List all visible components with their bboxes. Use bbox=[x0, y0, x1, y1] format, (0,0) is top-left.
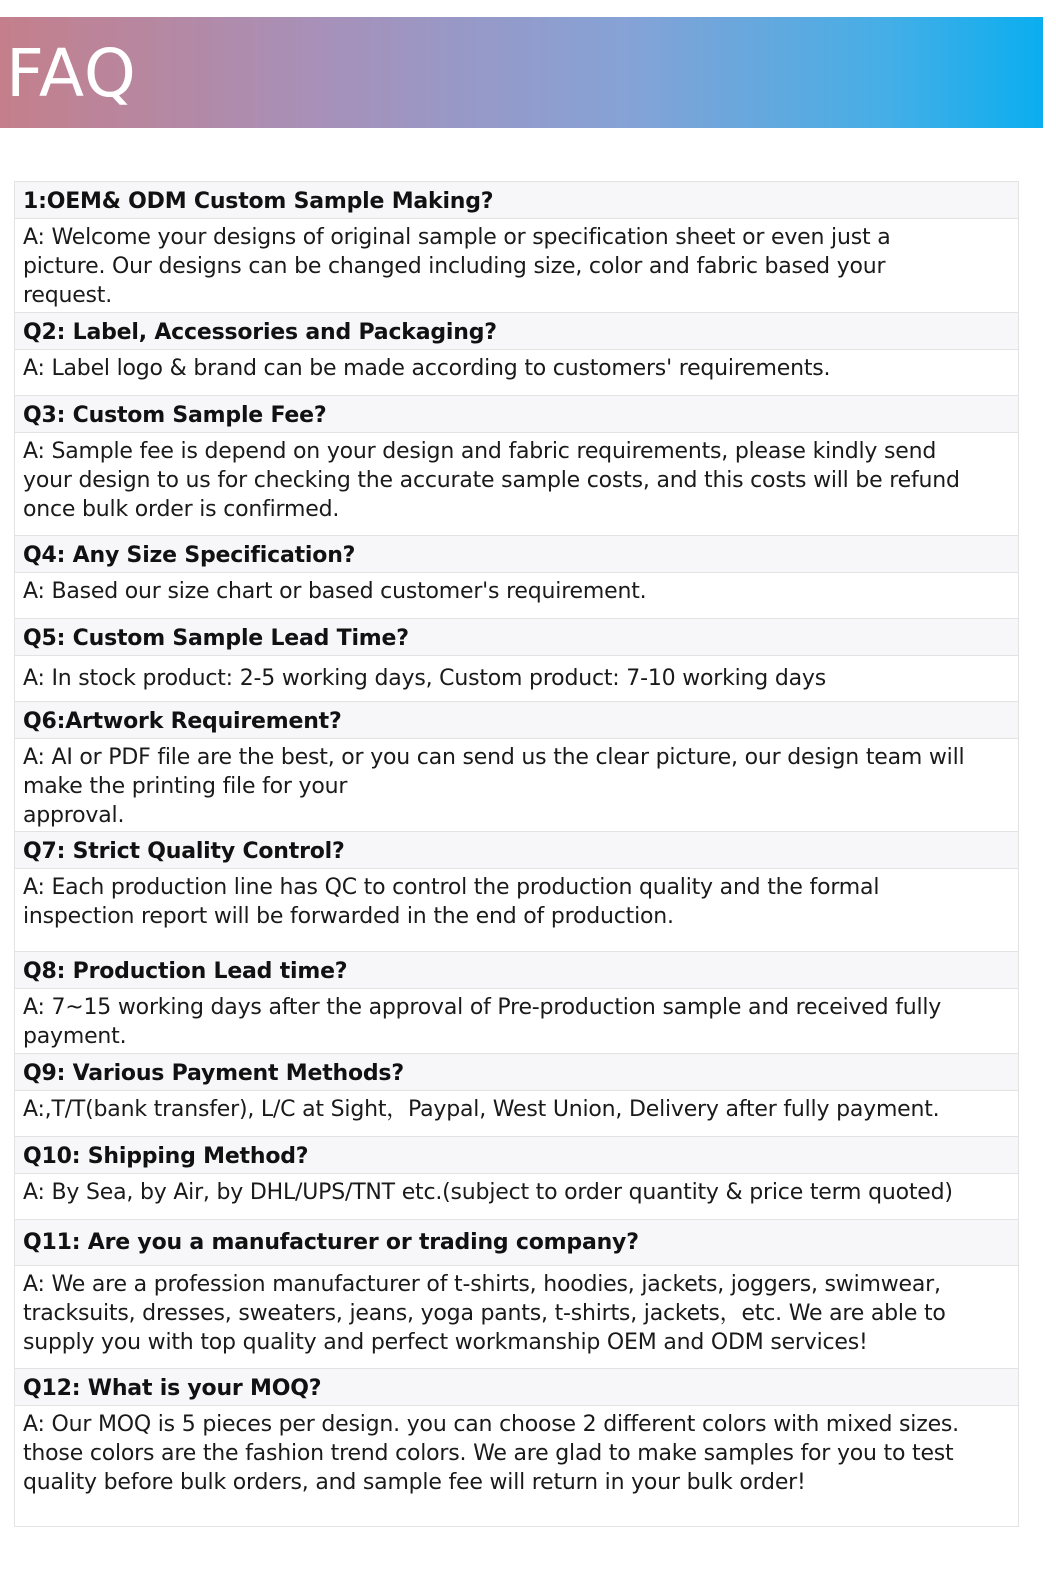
question-text: Q3: Custom Sample Fee? bbox=[23, 403, 327, 428]
question-text: 1:OEM& ODM Custom Sample Making? bbox=[23, 189, 494, 214]
answer-text: A: 7~15 working days after the approval of Pre-production sample and received fully payment. bbox=[23, 995, 942, 1049]
question-text: Q7: Strict Quality Control? bbox=[23, 839, 345, 864]
question-text: Q11: Are you a manufacturer or trading company? bbox=[23, 1230, 639, 1255]
faq-question-1 bbox=[15, 182, 1018, 219]
faq-question-4 bbox=[15, 536, 1018, 573]
answer-text: A: We are a profession manufacturer of t-shirts, hoodies, jackets, joggers, swimwear, tracksuits, dresses, sweaters, jeans, yoga pants, t-shirts, jackets，etc. We are able to supply you with top quality and perfect workmanship OEM and ODM services! bbox=[23, 1272, 946, 1355]
answer-text: A: In stock product: 2-5 working days, Custom product: 7-10 working days bbox=[23, 666, 826, 691]
faq-question-8 bbox=[15, 952, 1018, 989]
faq-answer-8 bbox=[15, 989, 1018, 1054]
answer-text: A: Each production line has QC to control the production quality and the formal inspection report will be forwarded in the end of production. bbox=[23, 875, 880, 929]
faq-answer-12 bbox=[15, 1406, 1018, 1527]
answer-text: A: Welcome your designs of original sample or specification sheet or even just a picture. Our designs can be changed including size, color and fabric based your request. bbox=[23, 225, 891, 308]
question-text: Q10: Shipping Method? bbox=[23, 1144, 309, 1169]
answer-text: A: By Sea, by Air, by DHL/UPS/TNT etc.(subject to order quantity & price term quoted) bbox=[23, 1180, 953, 1205]
faq-question-7 bbox=[15, 832, 1018, 869]
faq-question-5 bbox=[15, 619, 1018, 656]
answer-text: A: Sample fee is depend on your design and fabric requirements, please kindly send your design to us for checking the accurate sample costs, and this costs will be refund once bulk order is confirmed. bbox=[23, 439, 960, 522]
faq-question-2 bbox=[15, 313, 1018, 350]
faq-table bbox=[14, 181, 1019, 1527]
faq-answer-4 bbox=[15, 573, 1018, 619]
faq-answer-3 bbox=[15, 433, 1018, 536]
faq-answer-2 bbox=[15, 350, 1018, 396]
faq-question-11 bbox=[15, 1220, 1018, 1266]
answer-text: A: Label logo & brand can be made according to customers' requirements. bbox=[23, 356, 831, 381]
question-text: Q12: What is your MOQ? bbox=[23, 1376, 322, 1401]
faq-answer-1 bbox=[15, 219, 1018, 313]
faq-answer-6 bbox=[15, 739, 1018, 832]
faq-question-3 bbox=[15, 396, 1018, 433]
faq-answer-10 bbox=[15, 1174, 1018, 1220]
question-text: Q6:Artwork Requirement? bbox=[23, 709, 342, 734]
answer-text: A: Our MOQ is 5 pieces per design. you can choose 2 different colors with mixed sizes. those colors are the fashion trend colors. We are glad to make samples for you to test quality before bulk orders, and sample fee will return in your bulk order! bbox=[23, 1412, 959, 1495]
question-text: Q8: Production Lead time? bbox=[23, 959, 348, 984]
faq-question-6 bbox=[15, 702, 1018, 739]
faq-answer-5 bbox=[15, 656, 1018, 702]
answer-text: A: AI or PDF file are the best, or you can send us the clear picture, our design team will make the printing file for your approval. bbox=[23, 745, 965, 828]
question-text: Q9: Various Payment Methods? bbox=[23, 1061, 404, 1086]
page-title: FAQ bbox=[6, 35, 137, 112]
question-text: Q2: Label, Accessories and Packaging? bbox=[23, 320, 497, 345]
question-text: Q5: Custom Sample Lead Time? bbox=[23, 626, 409, 651]
faq-answer-9 bbox=[15, 1091, 1018, 1137]
faq-answer-7 bbox=[15, 869, 1018, 952]
faq-question-9 bbox=[15, 1054, 1018, 1091]
faq-question-10 bbox=[15, 1137, 1018, 1174]
question-text: Q4: Any Size Specification? bbox=[23, 543, 356, 568]
faq-question-12 bbox=[15, 1369, 1018, 1406]
faq-answer-11 bbox=[15, 1266, 1018, 1369]
answer-text: A:,T/T(bank transfer), L/C at Sight，Paypal, West Union, Delivery after fully payment. bbox=[23, 1097, 940, 1122]
faq-banner bbox=[0, 17, 1043, 128]
answer-text: A: Based our size chart or based customer's requirement. bbox=[23, 579, 647, 604]
